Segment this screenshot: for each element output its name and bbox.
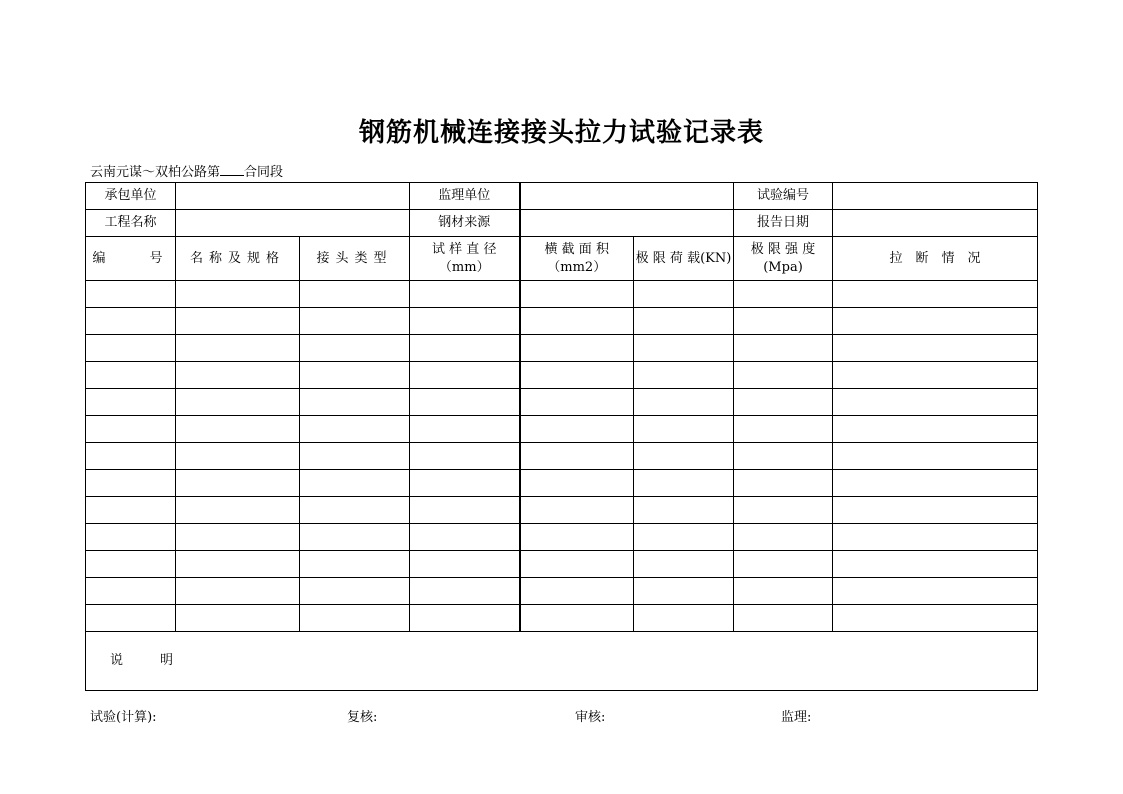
section-prefix: 云南元谋～双柏公路第 [90,165,221,180]
cell-fracture[interactable] [833,416,1038,443]
cell-number[interactable] [86,551,176,578]
cell-fracture[interactable] [833,362,1038,389]
cell-area[interactable] [520,497,634,524]
cell-ultimate-load[interactable] [634,389,734,416]
cell-diameter[interactable] [410,524,520,551]
cell-ultimate-load[interactable] [634,497,734,524]
cell-area[interactable] [520,443,634,470]
cell-name-spec[interactable] [176,470,300,497]
column-header-diameter: 试 样 直 径（mm） [410,237,520,281]
cell-fracture[interactable] [833,308,1038,335]
cell-area[interactable] [520,389,634,416]
cell-joint-type[interactable] [300,335,410,362]
cell-joint-type[interactable] [300,443,410,470]
table-row [86,335,1038,362]
cell-fracture[interactable] [833,281,1038,308]
cell-fracture[interactable] [833,578,1038,605]
footer-tester: 试验(计算): [90,710,157,725]
cell-area[interactable] [520,362,634,389]
cell-number[interactable] [86,443,176,470]
cell-area[interactable] [520,416,634,443]
column-header-ultimate-strength: 极 限 强 度(Mpa) [734,237,833,281]
cell-diameter[interactable] [410,551,520,578]
cell-diameter[interactable] [410,308,520,335]
cell-diameter[interactable] [410,362,520,389]
table-row [86,524,1038,551]
table-row [86,308,1038,335]
cell-ultimate-strength[interactable] [734,389,833,416]
note-label: 说 明 [110,653,186,668]
cell-fracture[interactable] [833,605,1038,632]
info-row-project [86,210,1038,237]
cell-joint-type[interactable] [300,605,410,632]
cell-number[interactable] [86,578,176,605]
cell-ultimate-strength[interactable] [734,578,833,605]
supervisor-label: 监理单位 [410,183,520,210]
cell-ultimate-load[interactable] [634,308,734,335]
cell-area[interactable] [520,605,634,632]
cell-area[interactable] [520,551,634,578]
cell-ultimate-strength[interactable] [734,362,833,389]
cell-joint-type[interactable] [300,281,410,308]
cell-fracture[interactable] [833,551,1038,578]
steel-source-field[interactable] [520,210,734,237]
cell-area[interactable] [520,470,634,497]
cell-name-spec[interactable] [176,281,300,308]
table-row [86,443,1038,470]
cell-joint-type[interactable] [300,578,410,605]
cell-name-spec[interactable] [176,497,300,524]
cell-fracture[interactable] [833,524,1038,551]
cell-name-spec[interactable] [176,578,300,605]
cell-diameter[interactable] [410,470,520,497]
cell-name-spec[interactable] [176,308,300,335]
cell-ultimate-load[interactable] [634,470,734,497]
footer-auditor: 审核: [575,710,606,725]
cell-diameter[interactable] [410,281,520,308]
cell-ultimate-strength[interactable] [734,443,833,470]
cell-area[interactable] [520,281,634,308]
cell-ultimate-load[interactable] [634,416,734,443]
cell-number[interactable] [86,416,176,443]
cell-ultimate-load[interactable] [634,281,734,308]
cell-ultimate-strength[interactable] [734,335,833,362]
column-header-name-spec: 名称及规格 [176,237,300,281]
cell-area[interactable] [520,524,634,551]
cell-number[interactable] [86,389,176,416]
cell-joint-type[interactable] [300,470,410,497]
cell-ultimate-load[interactable] [634,524,734,551]
column-header-number: 编 号 [86,237,176,281]
supervisor-field[interactable] [520,183,734,210]
cell-diameter[interactable] [410,497,520,524]
report-date-field[interactable] [833,210,1038,237]
cell-ultimate-load[interactable] [634,443,734,470]
cell-joint-type[interactable] [300,551,410,578]
table-row [86,497,1038,524]
column-header-fracture: 拉 断 情 况 [833,237,1038,281]
cell-name-spec[interactable] [176,524,300,551]
steel-source-label: 钢材来源 [410,210,520,237]
table-row [86,605,1038,632]
cell-fracture[interactable] [833,443,1038,470]
cell-joint-type[interactable] [300,524,410,551]
report-date-label: 报告日期 [734,210,833,237]
note-row [86,632,1038,691]
cell-number[interactable] [86,497,176,524]
cell-name-spec[interactable] [176,335,300,362]
cell-ultimate-strength[interactable] [734,497,833,524]
contract-section-line [90,161,283,180]
section-number-blank[interactable] [220,162,244,176]
cell-ultimate-load[interactable] [634,605,734,632]
test-record-table [85,182,1038,691]
cell-number[interactable] [86,605,176,632]
test-no-label: 试验编号 [734,183,833,210]
contractor-label: 承包单位 [86,183,176,210]
cell-name-spec[interactable] [176,416,300,443]
cell-ultimate-strength[interactable] [734,308,833,335]
cell-ultimate-load[interactable] [634,362,734,389]
cell-joint-type[interactable] [300,389,410,416]
cell-number[interactable] [86,308,176,335]
note-cell[interactable] [86,632,1038,691]
contractor-field[interactable] [176,183,410,210]
cell-name-spec[interactable] [176,389,300,416]
table-row [86,362,1038,389]
cell-diameter[interactable] [410,389,520,416]
column-header-row [86,237,1038,281]
cell-joint-type[interactable] [300,497,410,524]
cell-diameter[interactable] [410,605,520,632]
column-header-ultimate-load: 极 限 荷 载(KN) [634,237,734,281]
table-row [86,281,1038,308]
cell-joint-type[interactable] [300,416,410,443]
table-row [86,551,1038,578]
cell-ultimate-strength[interactable] [734,470,833,497]
cell-fracture[interactable] [833,470,1038,497]
column-header-area: 横 截 面 积（mm2） [520,237,634,281]
column-header-joint-type: 接头类型 [300,237,410,281]
cell-ultimate-strength[interactable] [734,524,833,551]
cell-number[interactable] [86,470,176,497]
cell-diameter[interactable] [410,335,520,362]
cell-fracture[interactable] [833,497,1038,524]
cell-joint-type[interactable] [300,362,410,389]
cell-ultimate-strength[interactable] [734,416,833,443]
cell-name-spec[interactable] [176,605,300,632]
cell-diameter[interactable] [410,578,520,605]
section-suffix: 合同段 [244,165,284,180]
cell-name-spec[interactable] [176,551,300,578]
table-row [86,416,1038,443]
cell-area[interactable] [520,308,634,335]
project-field[interactable] [176,210,410,237]
cell-joint-type[interactable] [300,308,410,335]
cell-number[interactable] [86,362,176,389]
cell-ultimate-strength[interactable] [734,551,833,578]
cell-area[interactable] [520,335,634,362]
cell-fracture[interactable] [833,335,1038,362]
cell-ultimate-load[interactable] [634,551,734,578]
page-title: 钢筋机械连接接头拉力试验记录表 [358,118,764,148]
cell-ultimate-load[interactable] [634,335,734,362]
footer-supervisor: 监理: [781,710,812,725]
cell-diameter[interactable] [410,416,520,443]
cell-ultimate-strength[interactable] [734,281,833,308]
table-row [86,578,1038,605]
cell-name-spec[interactable] [176,443,300,470]
cell-fracture[interactable] [833,389,1038,416]
cell-number[interactable] [86,281,176,308]
table-row [86,470,1038,497]
table-row [86,389,1038,416]
cell-diameter[interactable] [410,443,520,470]
project-label: 工程名称 [86,210,176,237]
cell-ultimate-strength[interactable] [734,605,833,632]
cell-name-spec[interactable] [176,362,300,389]
cell-number[interactable] [86,335,176,362]
cell-number[interactable] [86,524,176,551]
footer-reviewer: 复核: [347,710,378,725]
cell-ultimate-load[interactable] [634,578,734,605]
test-no-field[interactable] [833,183,1038,210]
cell-area[interactable] [520,578,634,605]
info-row-contractor [86,183,1038,210]
